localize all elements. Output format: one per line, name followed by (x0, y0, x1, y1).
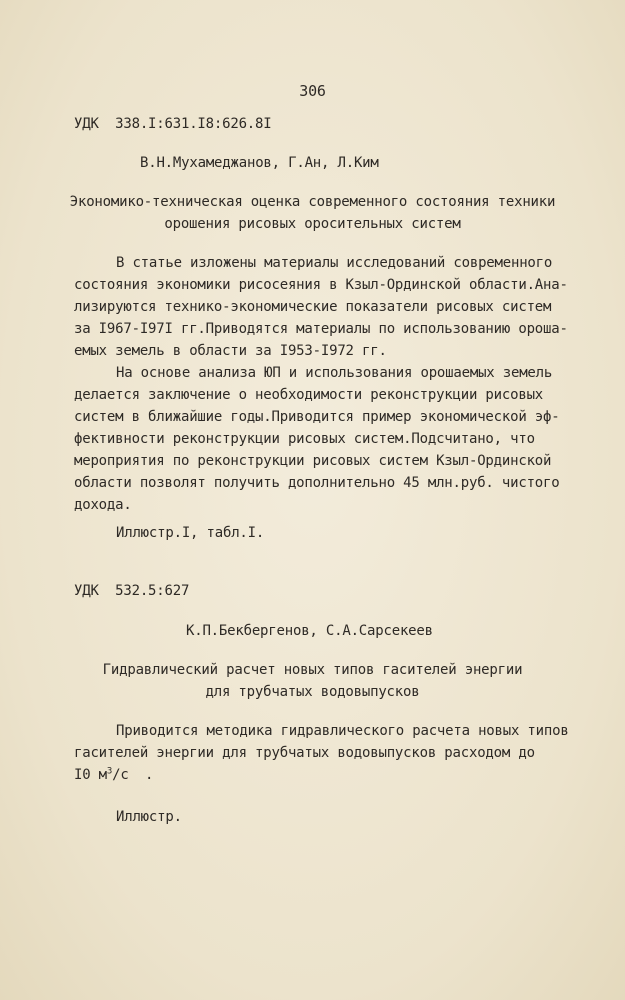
authors-2: К.П.Бекбергенов, С.А.Сарсекеев (186, 623, 433, 639)
discharge-unit: /с . (112, 767, 154, 783)
title-1-line-2: орошения рисовых оросительных систем (164, 216, 461, 232)
abstract-1-line-8: систем в ближайшие годы.Приводится пример экономической эф- (74, 409, 560, 425)
abstract-1-line-11: области позволят получить дополнительно 45 млн.руб. чистого (74, 475, 560, 491)
abstract-2-line-3 (74, 764, 153, 786)
title-1-line-1: Экономико-техническая оценка современного состояния техники (69, 194, 556, 210)
abstract-2-line-1: Приводится методика гидравлического расчета новых типов (116, 723, 569, 739)
abstract-1-line-5: емых земель в области за I953-I972 гг. (74, 343, 387, 359)
abstract-1-line-1: В статье изложены материалы исследований современного (116, 255, 553, 271)
footnote-1: Иллюстр.I, табл.I. (116, 525, 265, 541)
abstract-2-line-2: гасителей энергии для трубчатых водовыпусков расходом до (74, 745, 535, 761)
abstract-1-line-9: фективности реконструкции рисовых систем.Подсчитано, что (74, 431, 535, 447)
page-number: 306 (299, 82, 326, 100)
authors-1: В.Н.Мухамеджанов, Г.Ан, Л.Ким (140, 155, 379, 171)
abstract-1-line-2: состояния экономики рисосеяния в Кзыл-Ординской области.Ана- (74, 277, 568, 293)
title-2-line-2: для трубчатых водовыпусков (205, 684, 420, 700)
abstract-1-line-4: за I967-I97I гг.Приводятся материалы по использованию ороша- (74, 321, 568, 337)
footnote-2: Иллюстр. (116, 809, 182, 825)
abstract-1-line-6: На основе анализа ЮП и использования орошаемых земель (116, 365, 553, 381)
title-2-line-1: Гидравлический расчет новых типов гасителей энергии (102, 662, 523, 678)
udc-code-1: УДК 338.I:631.I8:626.8I (74, 116, 272, 132)
abstract-1-line-3: лизируются технико-экономические показатели рисовых систем (74, 299, 552, 315)
discharge-value: I0 м (74, 767, 107, 783)
udc-code-2: УДК 532.5:627 (74, 583, 190, 599)
abstract-1-line-12: дохода. (74, 497, 132, 513)
abstract-1-line-10: мероприятия по реконструкции рисовых систем Кзыл-Ординской (74, 453, 552, 469)
abstract-1-line-7: делается заключение о необходимости реконструкции рисовых (74, 387, 544, 403)
discharge-exponent: 3 (106, 766, 113, 777)
